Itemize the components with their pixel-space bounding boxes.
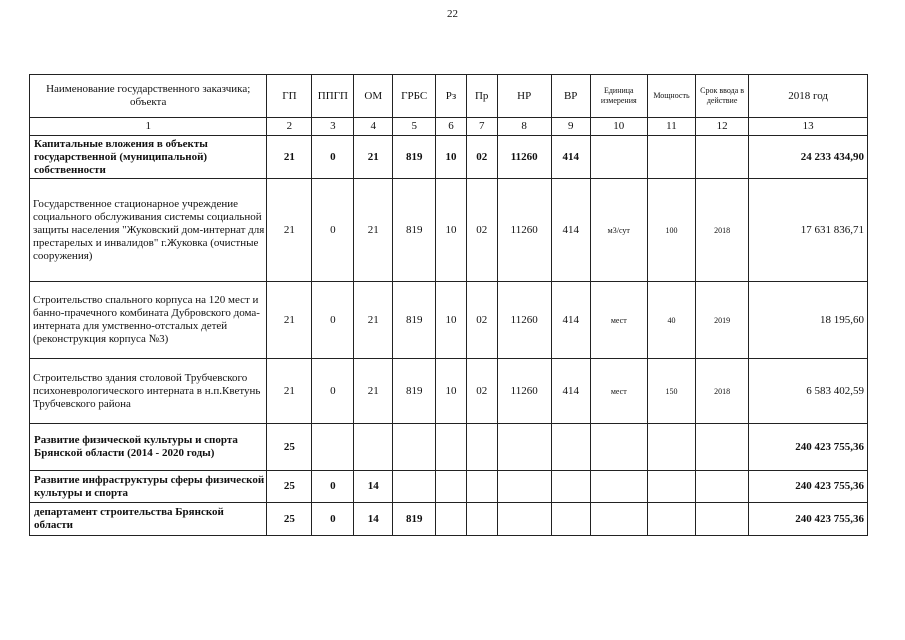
cell-capacity [647, 503, 695, 536]
column-number-row [30, 118, 868, 136]
cell-om [354, 424, 393, 471]
column-number: 5 [393, 118, 436, 136]
cell-term [696, 471, 749, 503]
header-term: Срок ввода в действие [696, 75, 749, 118]
row-name: департамент строительства Брянской области [30, 503, 267, 536]
cell-gp: 25 [267, 471, 312, 503]
column-number: 10 [590, 118, 647, 136]
cell-nr: 11260 [497, 282, 551, 359]
row-name: Строительство спального корпуса на 120 мест и банно-прачечного комбината Дубровского дома-интерната для умственно-отсталых детей (реконструкция корпуса №3) [30, 282, 267, 359]
cell-capacity: 40 [647, 282, 695, 359]
column-number: 11 [647, 118, 695, 136]
cell-ppgp: 0 [312, 359, 354, 424]
cell-grbs: 819 [393, 282, 436, 359]
table-row [30, 503, 868, 536]
row-name: Развитие инфраструктуры сферы физической культуры и спорта [30, 471, 267, 503]
column-number: 8 [497, 118, 551, 136]
table-header-row [30, 75, 868, 118]
table-row [30, 282, 868, 359]
cell-term: 2019 [696, 282, 749, 359]
row-name: Капитальные вложения в объекты государственной (муниципальной) собственности [30, 136, 267, 179]
cell-grbs [393, 471, 436, 503]
cell-unit [590, 136, 647, 179]
cell-unit: мест [590, 359, 647, 424]
row-name: Строительство здания столовой Трубчевского психоневрологического интерната в н.п.Кветунь Трубчевского района [30, 359, 267, 424]
cell-pr [466, 471, 497, 503]
cell-pr: 02 [466, 359, 497, 424]
row-name: Государственное стационарное учреждение социального обслуживания системы социальной защиты населения "Жуковский дом-интернат для престарелых и инвалидов" г.Жуковка (очистные сооружения) [30, 179, 267, 282]
cell-ppgp: 0 [312, 179, 354, 282]
cell-om: 21 [354, 179, 393, 282]
cell-vr [551, 424, 590, 471]
table-row [30, 471, 868, 503]
cell-pr: 02 [466, 136, 497, 179]
header-unit: Единица измерения [590, 75, 647, 118]
cell-ppgp: 0 [312, 503, 354, 536]
cell-ppgp [312, 424, 354, 471]
header-capacity: Мощность [647, 75, 695, 118]
page-number: 22 [447, 8, 458, 20]
cell-om: 14 [354, 471, 393, 503]
cell-vr: 414 [551, 359, 590, 424]
cell-pr: 02 [466, 179, 497, 282]
cell-term [696, 136, 749, 179]
cell-grbs: 819 [393, 136, 436, 179]
column-number: 1 [30, 118, 267, 136]
cell-amount: 240 423 755,36 [749, 424, 868, 471]
cell-term [696, 503, 749, 536]
cell-om: 21 [354, 359, 393, 424]
header-grbs: ГРБС [393, 75, 436, 118]
column-number: 3 [312, 118, 354, 136]
cell-ppgp: 0 [312, 471, 354, 503]
cell-amount: 240 423 755,36 [749, 471, 868, 503]
header-vr: ВР [551, 75, 590, 118]
cell-pr [466, 424, 497, 471]
cell-vr [551, 503, 590, 536]
cell-capacity: 100 [647, 179, 695, 282]
cell-ppgp: 0 [312, 282, 354, 359]
cell-grbs [393, 424, 436, 471]
cell-gp: 25 [267, 503, 312, 536]
column-number: 7 [466, 118, 497, 136]
cell-gp: 21 [267, 282, 312, 359]
cell-gp: 21 [267, 179, 312, 282]
cell-rz: 10 [436, 179, 467, 282]
cell-term [696, 424, 749, 471]
cell-amount: 18 195,60 [749, 282, 868, 359]
cell-term: 2018 [696, 179, 749, 282]
column-number: 6 [436, 118, 467, 136]
cell-vr [551, 471, 590, 503]
cell-om: 21 [354, 282, 393, 359]
table-row [30, 359, 868, 424]
table-row [30, 424, 868, 471]
cell-nr: 11260 [497, 179, 551, 282]
column-number: 9 [551, 118, 590, 136]
cell-unit [590, 471, 647, 503]
cell-nr [497, 471, 551, 503]
column-number: 2 [267, 118, 312, 136]
cell-rz [436, 471, 467, 503]
row-name: Развитие физической культуры и спорта Брянской области (2014 - 2020 годы) [30, 424, 267, 471]
table-row [30, 136, 868, 179]
cell-rz: 10 [436, 359, 467, 424]
cell-nr [497, 424, 551, 471]
cell-pr [466, 503, 497, 536]
header-rz: Рз [436, 75, 467, 118]
cell-amount: 240 423 755,36 [749, 503, 868, 536]
cell-ppgp: 0 [312, 136, 354, 179]
cell-capacity: 150 [647, 359, 695, 424]
header-name: Наименование государственного заказчика; объекта [30, 75, 267, 118]
cell-unit [590, 503, 647, 536]
cell-rz [436, 503, 467, 536]
cell-gp: 21 [267, 359, 312, 424]
cell-om: 14 [354, 503, 393, 536]
cell-pr: 02 [466, 282, 497, 359]
cell-nr [497, 503, 551, 536]
cell-rz: 10 [436, 282, 467, 359]
header-ppgp: ППГП [312, 75, 354, 118]
column-number: 4 [354, 118, 393, 136]
cell-rz [436, 424, 467, 471]
header-nr: НР [497, 75, 551, 118]
cell-amount: 24 233 434,90 [749, 136, 868, 179]
cell-rz: 10 [436, 136, 467, 179]
cell-unit: м3/сут [590, 179, 647, 282]
cell-gp: 25 [267, 424, 312, 471]
header-pr: Пр [466, 75, 497, 118]
cell-capacity [647, 471, 695, 503]
cell-unit [590, 424, 647, 471]
cell-vr: 414 [551, 136, 590, 179]
cell-term: 2018 [696, 359, 749, 424]
header-om: ОМ [354, 75, 393, 118]
column-number: 12 [696, 118, 749, 136]
cell-amount: 6 583 402,59 [749, 359, 868, 424]
cell-vr: 414 [551, 179, 590, 282]
cell-nr: 11260 [497, 136, 551, 179]
header-gp: ГП [267, 75, 312, 118]
cell-capacity [647, 424, 695, 471]
cell-gp: 21 [267, 136, 312, 179]
cell-grbs: 819 [393, 359, 436, 424]
cell-amount: 17 631 836,71 [749, 179, 868, 282]
budget-table [29, 74, 868, 536]
cell-grbs: 819 [393, 503, 436, 536]
cell-grbs: 819 [393, 179, 436, 282]
table-row [30, 179, 868, 282]
cell-unit: мест [590, 282, 647, 359]
column-number: 13 [749, 118, 868, 136]
cell-vr: 414 [551, 282, 590, 359]
header-year: 2018 год [749, 75, 868, 118]
cell-om: 21 [354, 136, 393, 179]
cell-capacity [647, 136, 695, 179]
cell-nr: 11260 [497, 359, 551, 424]
